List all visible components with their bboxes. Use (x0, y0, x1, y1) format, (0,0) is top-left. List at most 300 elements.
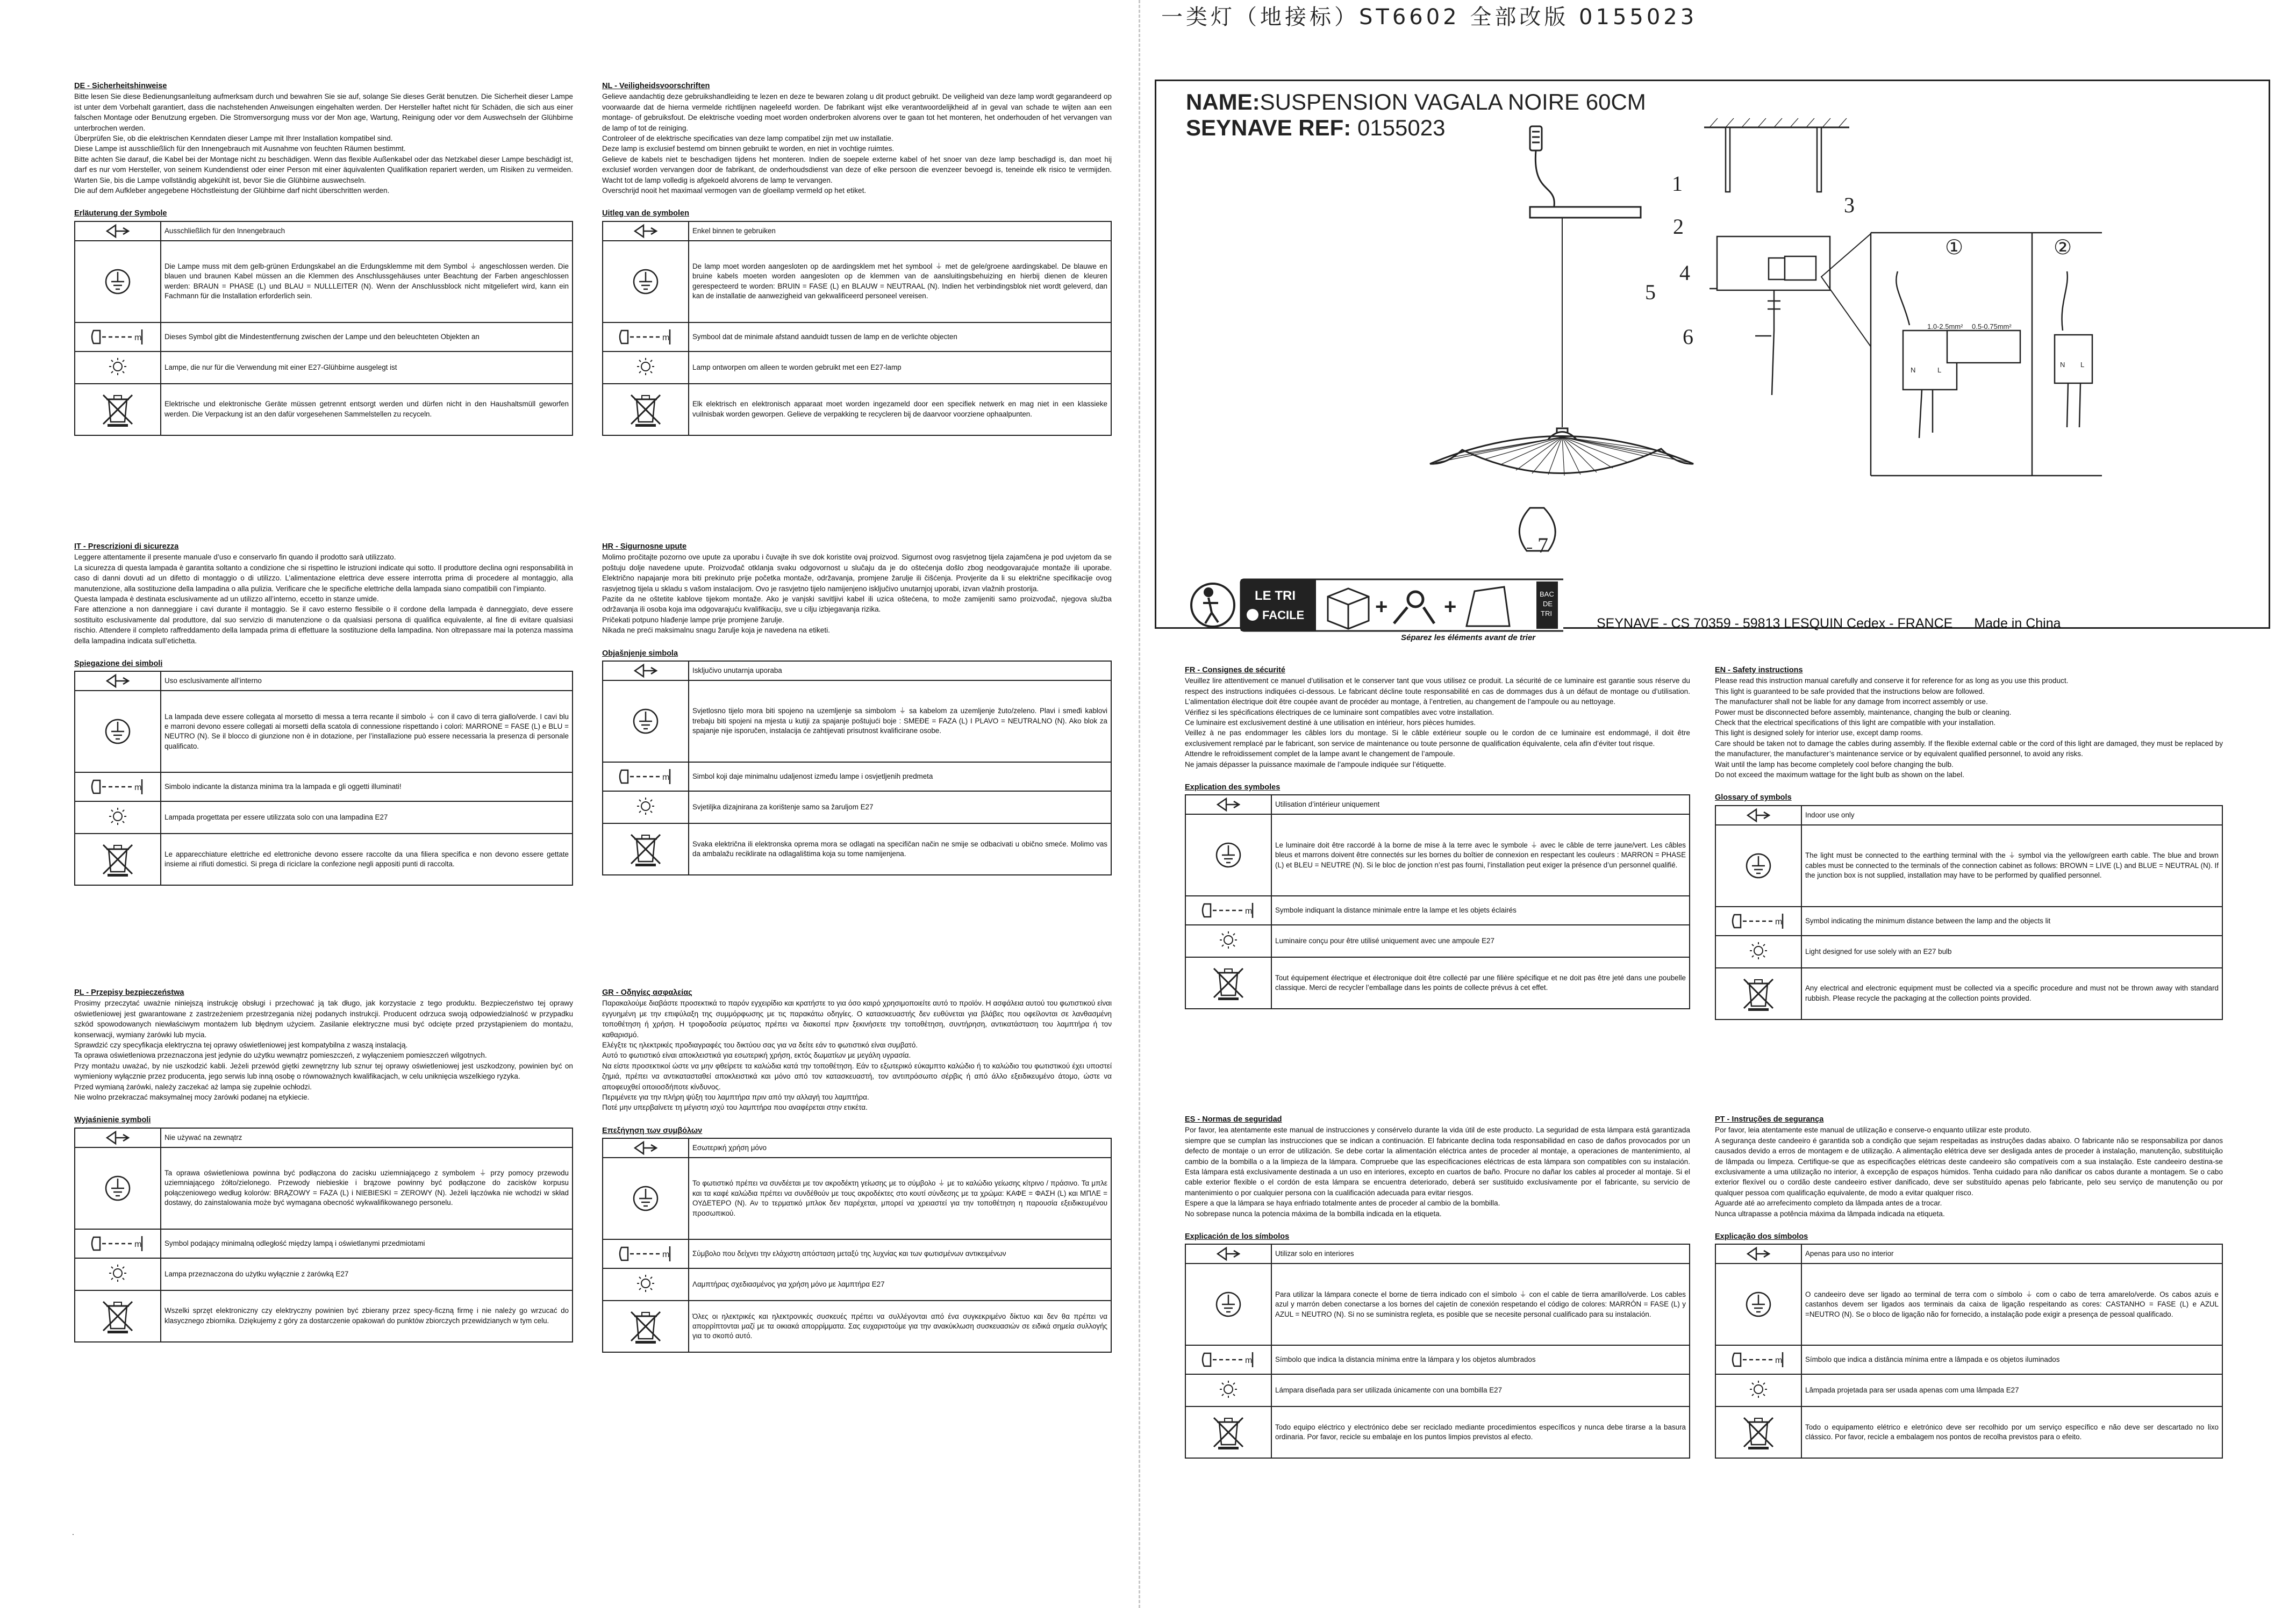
earth-ground-icon (630, 705, 662, 737)
symbol-cell (603, 221, 689, 241)
earth-ground-icon (1212, 1288, 1244, 1320)
indoor-row (603, 1138, 1111, 1158)
bulb-e27-icon (634, 1273, 657, 1296)
symbol-description: Light designed for use solely with an E27 bulb (1801, 936, 2222, 968)
safety-paragraph: Bitte lesen Sie diese Bedienungsanleitung aufmerksam durch und bewahren Sie sie auf, solange Sie dieses Gerät benutzen. Die Sicherheit dieser Lampe ist unter dem Vorbehalt garantiert, dass die nachstehenden Anweisungen eingehalten werden. Der Hersteller haftet nicht für Schäden, die sich aus einer falschen Montage oder Benutzung ergeben. Die Stromversorgung muss vor der Mon age, Wartung, Reinigung oder vor dem Auswechseln der Glühbirne unterbrochen werden. (74, 92, 573, 132)
section-title: PL - Przepisy bezpieczeństwa (74, 988, 184, 997)
callout-7: 7 (1537, 533, 1548, 557)
symbol-cell (75, 1147, 161, 1229)
weee-row (75, 1290, 573, 1342)
minimum-distance-icon (616, 1244, 675, 1264)
distance-row (1715, 1345, 2222, 1374)
wire-gauge-small: 0.5-0.75mm² (1972, 322, 2012, 331)
symbol-description: Símbolo que indica la distancia mínima entre la lámpara y los objetos alumbrados (1271, 1345, 1690, 1374)
minimum-distance-icon (616, 327, 675, 347)
bulb-e27-icon (1747, 940, 1770, 964)
safety-paragraph: Veuillez lire attentivement ce manuel d’utilisation et le conserver tant que vous utilisez ce produit. La sécurité de ce luminaire est garantie sous réserve du respect des instructions indiquées ci-dessous. Le fabricant décline toute responsabilité en cas de dommages dus à un défaut de montage ou d’utilisation. L’alimentation électrique doit être coupée avant de procéder au montage, à l’entretien, au changement de l’ampoule ou au nettoyage. (1185, 677, 1690, 706)
section-en (1715, 665, 2223, 1020)
minimum-distance-icon (88, 1234, 147, 1253)
safety-paragraph: Nie wolno przekraczać maksymalnej mocy żarówki podanej na etykiecie. (74, 1093, 310, 1102)
symbol-cell (1715, 907, 1801, 936)
section-title: NL - Veiligheidsvoorschriften (602, 82, 710, 90)
weee-row (1185, 1406, 1690, 1458)
indoor-only-icon (96, 223, 139, 239)
safety-paragraph: Controleer of de elektrische specificaties van deze lamp compatibel zijn met uw installatie. (602, 134, 893, 143)
earth-row (603, 241, 1111, 322)
symbol-cell (603, 1138, 689, 1158)
symbol-cell (75, 1229, 161, 1258)
symbol-description: Simbolo indicante la distanza minima tra la lampada e gli oggetti illuminati! (161, 772, 573, 801)
section-gr (602, 988, 1112, 1353)
weee-row (1185, 957, 1690, 1009)
company-footer: SEYNAVE - CS 70359 - 59813 LESQUIN Cedex - FRANCE Made in China (1597, 616, 2061, 631)
safety-paragraph: Diese Lampe ist ausschließlich für den Innengebrauch mit Ausnahme von feuchten Räumen bestimmt. (74, 145, 406, 153)
weee-row (75, 834, 573, 885)
symbol-description: Wszelki sprzęt elektroniczny czy elektryczny powinien być zbierany przez specy-ficzną firmę i nie należy go wrzucać do klasycznego zbiornika. Dziękujemy z góry za dostarczenie opakowań do punktów zbiorczych przewidzianych w tym celu. (161, 1290, 573, 1342)
indoor-row (603, 221, 1111, 241)
ceiling-mount-drawing (1704, 118, 1849, 395)
safety-paragraph: Ta oprawa oświetleniowa przeznaczona jest jedynie do użytku wewnątrz pomieszczeń, z wyłączeniem pomieszczeń wilgotnych. (74, 1051, 487, 1060)
svg-text:m: m (662, 333, 670, 342)
symbol-cell (1185, 1244, 1271, 1264)
symbol-cell (603, 791, 689, 823)
bulb-row (75, 801, 573, 834)
symbol-description: Svaka električna ili elektronska oprema mora se odlagati na specifičan način ne smije se odbacivati u obično smeće. Molimo vas da ambalažu reciklirate na odlagalištima koja su tome namijenjena. (689, 823, 1111, 875)
symbol-cell (75, 772, 161, 801)
indoor-row (1185, 1244, 1690, 1264)
glossary-title: Επεξήγηση των συμβόλων (602, 1126, 703, 1135)
symbols-table (602, 221, 1112, 436)
symbol-description: Todo o equipamento elétrico e eletrónico deve ser recolhido por um serviço específico e não deve ser descartado no lixo clássico. Por favor, recicle a embalagem nos pontos de recolha previstos para o efeito. (1801, 1406, 2222, 1458)
svg-text:m: m (1775, 1356, 1783, 1366)
safety-text (74, 91, 573, 196)
earth-row (1185, 814, 1690, 896)
indoor-row (75, 221, 573, 241)
section-pl (74, 988, 573, 1343)
symbol-description: Le luminaire doit être raccordé à la borne de mise à la terre avec le symbole ⏚ avec le câble de terre jaune/vert. Les câbles bleus et marrons doivent être connectés sur les bornes du boîtier de connexion en respectant les couleurs : MARRON = PHASE (L) et BLEU = NEUTRE (N). Si le bloc de jonction n’est pas fourni, l’installation peut exiger la présence d’un personnel qualifié. (1271, 814, 1690, 896)
safety-paragraph: Ne jamais dépasser la puissance maximale de l’ampoule indiquée sur l’étiquette. (1185, 760, 1446, 769)
symbol-cell (1715, 1406, 1801, 1458)
glossary-title: Spiegazione dei simboli (74, 659, 163, 669)
indoor-row (1185, 795, 1690, 814)
section-title: GR - Οδηγίες ασφαλείας (602, 988, 692, 997)
symbols-table (74, 1128, 573, 1343)
safety-paragraph: This light is guaranteed to be safe provided that the instructions below are followed. (1715, 687, 1985, 695)
earth-ground-icon (1742, 1288, 1775, 1320)
weee-row (603, 823, 1111, 875)
safety-paragraph: Por favor, leia atentamente este manual de utilização e conserve-o enquanto utilizar este produto. (1715, 1126, 2032, 1135)
safety-paragraph: Do not exceed the maximum wattage for the light bulb as shown on the label. (1715, 771, 1964, 779)
section-hr (602, 542, 1112, 875)
earth-ground-icon (102, 265, 134, 298)
safety-paragraph: Care should be taken not to damage the cables during assembly. If the flexible external cable or the cord of this light are damaged, they must be replaced by the manufacturer, the manufacturer’s maintenance service or by equivalent qualified personnel, to avoid any risks. (1715, 739, 2223, 758)
weee-crossed-bin-icon (99, 841, 137, 878)
recycling-caption: Séparez les éléments avant de trier (1401, 633, 1536, 642)
safety-paragraph: Gelieve aandachtig deze gebruikshandleiding te lezen en deze te bewaren zolang u dit product gebruikt. De veiligheid van deze lamp wordt gegarandeerd op voorwaarde dat de hierna vermelde richtlijnen nageleefd worden. De fabrikant wijst elke verantwoordelijkheid af in geval van schade te wijten aan een montage- of gebruiksfout. De elektrische voeding moet worden onderbroken alvorens over te gaan tot het monteren, het onderhouden of het vervangen van de lamp of tot de reiniging. (602, 92, 1112, 132)
safety-text (602, 552, 1112, 635)
symbol-cell (603, 351, 689, 384)
callout-1: 1 (1672, 171, 1683, 196)
symbol-cell (603, 1158, 689, 1239)
weee-row (75, 384, 573, 435)
distance-row (603, 762, 1111, 791)
earth-ground-icon (1212, 839, 1244, 871)
minimum-distance-icon (1729, 911, 1788, 931)
earth-ground-icon (102, 715, 134, 748)
symbol-description: Enkel binnen te gebruiken (689, 221, 1111, 241)
section-title: IT - Prescrizioni di sicurezza (74, 542, 179, 551)
symbols-table (1185, 794, 1690, 1009)
symbols-table (602, 1138, 1112, 1353)
symbols-table (1715, 805, 2223, 1020)
symbol-description: O candeeiro deve ser ligado ao terminal de terra com o símbolo ⏚ com o cabo de terra amarelo/verde. Os cabos azuis e castanhos devem ser ligados aos terminais da caixa de ligação respeitando as cores: CASTANHO = FASE (L) e AZUL =NEUTRO (N). Se o bloco de ligação não for fornecido, a instalação pode exigir a presença de pessoal qualificado. (1801, 1264, 2222, 1345)
symbol-description: Indoor use only (1801, 806, 2222, 825)
symbol-cell (603, 384, 689, 435)
safety-paragraph: Wait until the lamp has become completely cool before changing the bulb. (1715, 760, 1954, 769)
minimum-distance-icon (1199, 1350, 1258, 1369)
weee-crossed-bin-icon (627, 830, 664, 868)
symbol-description: Το φωτιστικό πρέπει να συνδέεται με τον ακροδέκτη γείωσης με το σύμβολο ⏚ με το καλώδιο γείωσης κίτρινο / πράσινο. Τα μπλε και τα καφέ καλώδια πρέπει να συνδέθούν με τους ακροδέκτες στο κουτί σύνδεσης με τα χρώμα: ΚΑΦΕ = ΦΑΣΗ (L) και ΜΠΛΕ = ΟΥΔΕΤΕΡΟ (N). Αν το τερματικό μπλοκ δεν παρέχεται, μπορεί να χρειαστεί για την τοποθέτηση η παρουσία εξειδικευμένου προσωπικού. (689, 1158, 1111, 1239)
symbols-table (602, 661, 1112, 875)
minimum-distance-icon (88, 777, 147, 796)
section-fr (1185, 665, 1690, 1009)
indoor-only-icon (1737, 1246, 1780, 1262)
svg-text:m: m (134, 333, 142, 342)
callout-5: 5 (1645, 280, 1656, 304)
bulb-row (1715, 936, 2222, 968)
safety-paragraph: Παρακαλούμε διαβάστε προσεκτικά το παρόν εγχειρίδιο και κρατήστε το για όσο καιρό χρησιμοποιείτε αυτό το προϊόν. Η ασφάλεια αυτού του φωτιστικού είναι εγγυημένη με την επιφύλαξη της συμμόρφωσης με τις παρακάτω οδηγίες. Ο κατασκευαστής δεν ευθύνεται για βλάβες που οφείλονται σε λανθασμένη τοποθέτηση ή χρήση. Η τροφοδοσία ρεύματος πρέπει να διακοπεί πριν ξεκινήσετε την τοποθέτηση, συντήρηση, αντικατάσταση του λαμπτήρα ή τον καθαρισμό. (602, 999, 1112, 1039)
bulb-e27-icon (1217, 1379, 1240, 1402)
section-pt (1715, 1115, 2223, 1459)
indoor-row (1715, 806, 2222, 825)
bulb-row (75, 1258, 573, 1290)
earth-row (75, 1147, 573, 1229)
minimum-distance-icon (88, 327, 147, 347)
safety-text (602, 91, 1112, 196)
section-title: DE - Sicherheitshinweise (74, 82, 167, 90)
symbols-table (1715, 1244, 2223, 1459)
product-name: NAME:SUSPENSION VAGALA NOIRE 60CM (1186, 89, 1646, 114)
earth-row (1185, 1264, 1690, 1345)
product-reference: SEYNAVE REF: 0155023 (1186, 115, 1446, 140)
svg-text:m: m (1245, 1356, 1253, 1366)
bulb-e27-icon (106, 356, 130, 379)
symbol-cell (1715, 1345, 1801, 1374)
symbol-description: Svjetlosno tijelo mora biti spojeno na uzemljenje sa simbolom ⏚ sa kabelom za uzemljenje žuto/zeleno. Plavi i smeđi kablovi trebaju biti spojeni na mjesta u kutiji za spajanje poštujući boje : SMEĐE = FAZA (L) I PLAVO = NEUTRALNO (N). Ako blok za spajanje nije isporučen, instalacija će zahtijevati prisutnost kvalificirane osobe. (689, 680, 1111, 762)
earth-row (1715, 825, 2222, 907)
section-es (1185, 1115, 1690, 1459)
symbol-description: Simbol koji daje minimalnu udaljenost između lampe i osvjetljenih predmeta (689, 762, 1111, 791)
symbol-description: Ta oprawa oświetleniowa powinna być podłączona do zacisku uziemniającego z symbolem ⏚ przy pomocy przewodu uziemniającego żółto/zielonego. Przewody niebieskie i brązowe powinny być podłączone do zacisków korpusu połączeniowego według kolorów: BRĄZOWY = FAZA (L) i NIEBIESKI = ZEROWY (N). Jeżeli łączówka nie wchodzi w skład dostawy, do zainstalowania może być wymagana obecność wykwalifikowanego personelu. (161, 1147, 573, 1229)
symbol-cell (603, 823, 689, 875)
symbols-table (74, 221, 573, 436)
section-title: FR - Consignes de sécurité (1185, 666, 1285, 674)
symbol-description: Lampa przeznaczona do użytku wyłącznie z żarówką E27 (161, 1258, 573, 1290)
symbol-cell (1185, 1374, 1271, 1406)
symbol-description: Λαμπτήρας σχεδιασμένος για χρήση μόνο με λαμπτήρα E27 (689, 1268, 1111, 1301)
safety-paragraph: Ποτέ μην υπερβαίνετε τη μέγιστη ισχύ του λαμπτήρα που αναφέρεται στην ετικέτα. (602, 1103, 868, 1112)
bulb-row (603, 1268, 1111, 1301)
symbol-description: Symbole indiquant la distance minimale entre la lampe et les objets éclairés (1271, 896, 1690, 925)
safety-paragraph: Nunca ultrapasse a potência máxima da lâmpada indicada na etiqueta. (1715, 1209, 1945, 1218)
callout-2: 2 (1673, 214, 1684, 239)
section-title: EN - Safety instructions (1715, 666, 1803, 674)
symbol-description: Luminaire conçu pour être utilisé uniquement avec une ampoule E27 (1271, 925, 1690, 957)
symbol-description: Utilisation d’intérieur uniquement (1271, 795, 1690, 814)
symbol-description: Lampe, die nur für die Verwendung mit einer E27-Glühbirne ausgelegt ist (161, 351, 573, 384)
safety-paragraph: Espere a que la lámpara se haya enfriado totalmente antes de proceder al cambio de la bombilla. (1185, 1199, 1500, 1208)
safety-paragraph: Ελέγξτε τις ηλεκτρικές προδιαγραφές του δικτύου σας για να δείτε εάν το φωτιστικό είναι συμβατό. (602, 1041, 918, 1050)
bin-label-1: BAC (1540, 590, 1554, 598)
earth-row (1715, 1264, 2222, 1345)
terminal-l-1: L (1937, 366, 1942, 374)
bulb-e27-icon (106, 1262, 130, 1286)
recycle-person-icon (1191, 584, 1234, 627)
symbol-description: Any electrical and electronic equipment must be collected via a specific procedure and must not be thrown away with standard rubbish. Please recycle the packaging at the collection points provided. (1801, 968, 2222, 1020)
symbol-description: Lamp ontworpen om alleen te worden gebruikt met een E27-lamp (689, 351, 1111, 384)
indoor-only-icon (624, 223, 667, 239)
symbol-cell (1185, 1345, 1271, 1374)
safety-paragraph: Fare attenzione a non danneggiare i cavi durante il montaggio. Se il cavo esterno flessibile o il cordone della lampada è danneggiato, deve essere sostituito esclusivamente dal produttore, dal suo servizio di manutenzione o da qualsiasi persona di qualifica equivalente, al fine di evitare qualsiasi rischio. Attendere il completo raffreddamento della lampada prima di effettuare la sostituzione della lampadina. Non oltrepassare mai la potenza massima della lampadina indicata sull’etichetta. (74, 605, 573, 645)
glossary-title: Explication des symboles (1185, 783, 1281, 792)
earth-row (603, 1158, 1111, 1239)
glossary-title: Glossary of symbols (1715, 793, 1792, 802)
symbol-description: Symbool dat de minimale afstand aanduidt tussen de lamp en de verlichte objecten (689, 322, 1111, 351)
symbol-cell (603, 1301, 689, 1352)
symbol-cell (75, 691, 161, 772)
symbol-cell (1715, 968, 1801, 1020)
earth-ground-icon (1742, 850, 1775, 882)
svg-text:m: m (134, 1239, 142, 1249)
distance-row (603, 1239, 1111, 1268)
symbol-description: Nie używać na zewnątrz (161, 1128, 573, 1147)
safety-paragraph: Αυτό το φωτιστικό είναι αποκλειστικά για εσωτερική χρήση, εκτός δωματίων με μεγάλη υγρασία. (602, 1051, 911, 1060)
safety-paragraph: Gelieve de kabels niet te beschadigen tijdens het monteren. Indien de soepele externe kabel of het snoer van deze lamp beschadigd is, dan moet hij exclusief worden vervangen door de fabrikant, de onderhoudsdienst van deze of elke persoon die evenzeer bevoegd is, teneinde elk risico te vermijden. Wacht tot de lamp volledig is afgekoeld alvorens de lamp te vervangen. (602, 155, 1112, 184)
symbol-description: The light must be connected to the earthing terminal with the ⏚ symbol via the yellow/green earth cable. The blue and brown cables must be connected to the terminals of the connection cabinet as follows: BROWN = LIVE (L) and BLUE = NEUTRAL (N). If the junction box is not supplied, installation may have to be performed by qualified personnel. (1801, 825, 2222, 907)
weee-crossed-bin-icon (1740, 1413, 1777, 1451)
symbol-cell (1185, 925, 1271, 957)
symbol-description: Die Lampe muss mit dem gelb-grünen Erdungskabel an die Erdungsklemme mit dem Symbol ⏚ angeschlossen werden. Die blauen und braunen Kabel müssen an die Klemmen des Anschlussgehäuses unter Beachtung der Farben angeschlossen werden: BRAUN = PHASE (L) und BLAU = NULLLEITER (N). Wenn der Anschlussblock nicht mitgeliefert wird, kann ein Fachmann für die Installation erforderlich sein. (161, 241, 573, 322)
glossary-title: Wyjaśnienie symboli (74, 1116, 151, 1125)
symbol-description: Elektrische und elektronische Geräte müssen getrennt entsorgt werden und dürfen nicht in den Haushaltsmüll geworfen werden. Die Verpackung ist an den dafür vorgesehenen Sammelstellen zu recyceln. (161, 384, 573, 435)
safety-paragraph: Veillez à ne pas endommager les câbles lors du montage. Si le câble extérieur souple ou le cordon de ce luminaire est endommagé, il doit être exclusivement remplacé par le fabricant, son service de maintenance ou toute personne de qualification équivalente, cela afin d’éviter tout risque. (1185, 729, 1690, 748)
symbol-description: Όλες οι ηλεκτρικές και ηλεκτρονικές συσκευές πρέπει να συλλέγονται από ένα συγκεκριμένο δίκτυο και δεν θα πρέπει να απορρίπτονται μαζί με τα οικιακά απορρίμματα. Σας ευχαριστούμε για την ανακύκλωση συσκευασιών σε ειδικά σημεία συλλογής για το σκοπό αυτό. (689, 1301, 1111, 1352)
distance-row (1185, 1345, 1690, 1374)
earth-row (603, 680, 1111, 762)
wiring-detail-panels (1821, 233, 2102, 476)
symbol-cell (1185, 957, 1271, 1009)
bulb-e27-icon (106, 806, 130, 829)
safety-paragraph: Leggere attentamente il presente manuale d’uso e conservarlo fin quando il prodotto sarà utilizzato. (74, 553, 396, 562)
symbols-table (74, 671, 573, 886)
symbol-cell (75, 351, 161, 384)
safety-paragraph: Bitte achten Sie darauf, die Kabel bei der Montage nicht zu beschädigen. Wenn das flexible Außenkabel oder das Netzkabel dieser Lampe beschädigt ist, darf es nur vom Hersteller, von seinem Kundendienst oder einer Person mit einer äquivalenten Qualifikation repariert werden, um Risiken zu vermeiden. Warten Sie, bis die Lampe vollständig abgekühlt ist, bevor Sie die Glühbirne auswechseln. (74, 155, 573, 184)
safety-paragraph: Pazite da ne oštetite kablove tijekom montaže. Ako je vanjski savitljivi kabel ili uzica oštećena, to može zamijeniti samo proizvođač, njegova služba održavanja ili osoba koja ima odgovarajuću kvalifikaciju, sve u cilju izbjegavanja rizika. (602, 595, 1112, 614)
glossary-title: Explicação dos símbolos (1715, 1232, 1808, 1241)
safety-paragraph: Por favor, lea atentamente este manual de instrucciones y consérvelo durante la vida útil de este producto. La seguridad de esta lámpara está garantizada siempre que se cumplan las instrucciones que se indican a continuación. El fabricante declina toda responsabilidad en caso de daños provocados por un defecto de montaje o un error de utilización. Se debe cortar la alimentación eléctrica antes de proceder al montaje, a operaciones de mantenimiento, al cambio de la bombilla o a la limpieza de la lámpara. Compruebe que las especificaciones eléctricas de esta lámpara son compatibles con su instalación. Esta lámpara está exclusivamente destinada a un uso en interiores, excepto en cuartos de baño. Procure no dañar los cables al proceder al montaje. Si el cable exterior flexible o el cordón de esta lámpara se encuentra deteriorado, deberá ser sustituido exclusivamente por el fabricante, su servicio de mantenimiento o por cualquier persona con la cualificación adecuada para evitar riesgos. (1185, 1126, 1690, 1197)
symbol-cell (1185, 896, 1271, 925)
glossary-title: Objašnjenje simbola (602, 649, 678, 658)
symbol-description: Tout équipement électrique et électronique doit être collecté par une filière spécifique et ne doit pas être jeté dans une poubelle classique. Merci de recycler l’emballage dans les points de collecte prévus à cet effet. (1271, 957, 1690, 1009)
safety-paragraph: Przed wymianą żarówki, należy zaczekać aż lampa się zupełnie ochłodzi. (74, 1082, 312, 1091)
safety-paragraph: Power must be disconnected before assembly, maintenance, changing the bulb or cleaning. (1715, 708, 2012, 716)
symbol-cell (1715, 1244, 1801, 1264)
earth-ground-icon (630, 1182, 662, 1215)
indoor-only-icon (1207, 1246, 1250, 1262)
safety-paragraph: Ce luminaire est exclusivement destiné à une utilisation en intérieur, hors pièces humides. (1185, 719, 1476, 727)
bulb-e27-icon (1217, 929, 1240, 953)
fold-line (1139, 0, 1140, 1608)
safety-paragraph: No sobrepase nunca la potencia máxima de la bombilla indicada en la etiqueta. (1185, 1209, 1442, 1218)
symbol-cell (1185, 814, 1271, 896)
distance-row (75, 772, 573, 801)
symbol-description: Lampada progettata per essere utilizzata solo con una lampadina E27 (161, 801, 573, 834)
indoor-only-icon (96, 673, 139, 689)
symbol-cell (1715, 806, 1801, 825)
safety-paragraph: Να είστε προσεκτικοί ώστε να μην φθείρετε τα καλώδια κατά την τοποθέτηση. Εάν το εξωτερικό εύκαμπτο καλώδιο ή το καλώδιο του φωτιστικού έχει υποστεί ζημιά, πρέπει να αντικατασταθεί αποκλειστικά και μόνο από τον κατασκευαστή, τον αντιπρόσωπο σέρβις ή από άλλο εξειδικευμένο άτομο, ώστε να αποφευχθεί οποιοσδήποτε κίνδυνος. (602, 1061, 1112, 1091)
symbol-description: Para utilizar la lámpara conecte el borne de tierra indicado con el símbolo ⏚ con el cable de tierra amarillo/verde. Los cables azul y marrón deben conectarse a los bornes del cajetín de conexión respetando el código de colores: MARRÓN = FASE (L) y AZUL = NEUTRO (N). Si no se suministra regleta, es posible que se necesite personal cualificado para su instalación. (1271, 1264, 1690, 1345)
symbol-cell (75, 1128, 161, 1147)
facile-text: FACILE (1262, 608, 1305, 622)
safety-text (1185, 676, 1690, 770)
indoor-row (1715, 1244, 2222, 1264)
symbol-description: Símbolo que indica a distância mínima entre a lâmpada e os objetos iluminados (1801, 1345, 2222, 1374)
symbol-cell (75, 1290, 161, 1342)
le-tri-text: LE TRI (1255, 588, 1296, 603)
indoor-only-icon (624, 1140, 667, 1156)
symbol-cell (1715, 825, 1801, 907)
symbol-description: Le apparecchiature elettriche ed elettroniche devono essere raccolte da una filiera specifica e non devono essere gettate insieme ai rifiuti domestici. Si prega di riciclare la confezione negli appositi punti di raccolta. (161, 834, 573, 885)
symbol-cell (75, 1258, 161, 1290)
distance-row (75, 322, 573, 351)
safety-paragraph: Przy montażu uważać, by nie uszkodzić kabli. Jeżeli przewód giętki zewnętrzny lub sznur tej oprawy oświetleniowej jest uszkodzony, powinien być on wymieniony wyłącznie przez producenta, jego serwis lub inną osobę o równoważnych kwalifikacjach, w celu uniknięcia wszelkiego ryzyka. (74, 1061, 573, 1081)
section-de (74, 81, 573, 436)
weee-row (1715, 968, 2222, 1020)
symbol-description: Symbol indicating the minimum distance between the lamp and the objects lit (1801, 907, 2222, 936)
safety-paragraph: Deze lamp is exclusief bestemd om binnen gebruikt te worden, en niet in vochtige ruimtes. (602, 145, 895, 153)
safety-paragraph: A segurança deste candeeiro é garantida sob a condição que sejam respeitadas as instruções dadas abaixo. O fabricante não se responsabiliza por danos causados devido a erros de montagem e de utilização. A alimentação elétrica deve ser desligada antes de proceder à instalação, manutenção, substituição de lâmpada ou limpeza. Certifique-se que as especificações elétricas deste candeeiro são compatíveis com a sua instalação. Este candeeiro destina-se exclusivamente a uma utilização no interior, à excepção de espaços húmidos. Tenha cuidado para não danificar os cabos durante a montagem. Se o cabo exterior flexível ou o cordão deste candeeiro estiver danificado, deve ser substituído apenas pelo fabricante, pelo seu serviço de manutenção ou por qualquer pessoa com qualificação equivalente, de modo a evitar qualquer risco. (1715, 1136, 2223, 1197)
symbol-cell (75, 241, 161, 322)
weee-crossed-bin-icon (99, 391, 137, 428)
safety-text (1715, 676, 2223, 780)
safety-paragraph: Molimo pročitajte pozorno ove upute za uporabu i čuvajte ih sve dok koristite ovaj proizvod. Sigurnost ovog rasvjetnog tijela zajamčena je pod uvjetom da se poštuju dolje navedene upute. Proizvođač otklanja svaku odgovornost u slučaju da je do oštećenja došlo zbog neodgovarajuće montaže ili uporabe. Električno napajanje mora biti prekinuto prije početka montaže, održavanja, promjene žarulje ili čišćenja. Provjerite da li su električne specifikacije ovog rasvjetnog tijela u skladu s vašom instalacijom. Ovo je rasvjetno tijelo namijenjeno isključivo unutarnjoj uporabi, izvan vlažnih prostorija. (602, 553, 1112, 593)
section-it (74, 542, 573, 886)
indoor-row (603, 661, 1111, 680)
bulb-e27-icon (1747, 1379, 1770, 1402)
indoor-only-icon (624, 663, 667, 679)
bin-label-3: TRI (1541, 609, 1552, 618)
svg-text:m: m (1775, 917, 1783, 927)
weee-crossed-bin-icon (627, 1308, 664, 1345)
bulb-row (1185, 925, 1690, 957)
indoor-only-icon (96, 1130, 139, 1146)
bulb-row (603, 351, 1111, 384)
safety-paragraph: Check that the electrical specifications of this light are compatible with your installation. (1715, 719, 1996, 727)
indoor-row (75, 671, 573, 691)
symbol-cell (603, 680, 689, 762)
distance-row (1715, 907, 2222, 936)
stray-dot: . (72, 1528, 74, 1537)
plus-sign-2: + (1444, 595, 1457, 619)
symbol-description: Lámpara diseñada para ser utilizada únicamente con una bombilla E27 (1271, 1374, 1690, 1406)
section-title: ES - Normas de seguridad (1185, 1115, 1282, 1124)
indoor-row (75, 1128, 573, 1147)
callout-3: 3 (1844, 193, 1855, 217)
symbol-description: De lamp moet worden aangesloten op de aardingsklem met het symbool ⏚ met de gele/groene aardingskabel. De blauwe en bruine kabels moeten worden aangesloten op de klemmen van de aansluitingsbehuizing en hierbij dienen de kleuren gerespecteerd te worden: BRUIN = FASE (L) en BLAUW = NEUTRAAL (N). Indien het verbindingsblok niet wordt geleverd, dan kan de installatie de aanwezigheid van gekwalificeerd personeel vereisen. (689, 241, 1111, 322)
bulb-e27-icon (634, 356, 657, 379)
plus-sign-1: + (1375, 595, 1388, 619)
symbol-cell (75, 221, 161, 241)
safety-text (1185, 1125, 1690, 1219)
symbol-description: Isključivo unutarnja uporaba (689, 661, 1111, 680)
safety-paragraph: Περιμένετε για την πλήρη ψύξη του λαμπτήρα πριν από την αλλαγή του λαμπτήρα. (602, 1093, 869, 1102)
terminal-n-2: N (2060, 361, 2065, 369)
bulb-row (75, 351, 573, 384)
callout-4: 4 (1679, 261, 1690, 285)
svg-text:m: m (134, 783, 142, 793)
symbol-description: Svjetiljka dizajnirana za korištenje samo sa žaruljom E27 (689, 791, 1111, 823)
symbol-description: Dieses Symbol gibt die Mindestentfernung zwischen der Lampe und den beleuchteten Objekten an (161, 322, 573, 351)
symbol-description: Apenas para uso no interior (1801, 1244, 2222, 1264)
symbol-cell (603, 1239, 689, 1268)
symbol-description: La lampada deve essere collegata al morsetto di messa a terra recante il simbolo ⏚ con il cavo di terra giallo/verde. I cavi blu e marroni devono essere collegati ai morsetti della scatola di connessione rispettando i colori: MARRONE = FASE (L) e BLU = NEUTRO (N). Se il blocco di giunzione non è in dotazione, per l’installazione può essere necessaria la presenza di personale qualificato. (161, 691, 573, 772)
assembly-illustration (1210, 116, 2102, 562)
callout-6: 6 (1683, 325, 1693, 349)
symbol-cell (1715, 1374, 1801, 1406)
safety-paragraph: Prosimy przeczytać uważnie niniejszą instrukcję obsługi i przechować ją tak długo, jak korzystacie z tego produktu. Bezpieczeństwo tej oprawy oświetleniowej jest gwarantowane z zastrzeżeniem przestrzegania niżej podanych instrukcji. Producent odrzuca swoją odpowiedzialność w przypadku szkód spowodowanych niewłaściwym montażem lub błędnym użyciem. Zasilanie elektryczne musi być odcięte przed przystąpieniem do montażu, konserwacji, wymiany żarówki lub mycia. (74, 999, 573, 1039)
symbol-description: Σύμβολο που δείχνει την ελάχιστη απόσταση μεταξύ της λυχνίας και των φωτισμένων αντικειμένων (689, 1239, 1111, 1268)
earth-row (75, 241, 573, 322)
minimum-distance-icon (1199, 901, 1258, 920)
symbol-cell (1185, 795, 1271, 814)
safety-paragraph: Questa lampada è destinata esclusivamente ad un utilizzo all’interno, eccetto in stanze umide. (74, 595, 379, 604)
symbol-description: Ausschließlich für den Innengebrauch (161, 221, 573, 241)
svg-text:m: m (662, 1250, 670, 1260)
wire-gauge-large: 1.0-2.5mm² (1927, 322, 1963, 331)
symbol-cell (75, 384, 161, 435)
safety-paragraph: Vérifiez si les spécifications électriques de ce luminaire sont compatibles avec votre installation. (1185, 708, 1494, 716)
safety-text (602, 998, 1112, 1112)
indoor-only-icon (1737, 807, 1780, 823)
glossary-title: Erläuterung der Symbole (74, 209, 167, 218)
symbol-cell (603, 661, 689, 680)
bulb-row (603, 791, 1111, 823)
safety-paragraph: Aguarde até ao arrefecimento completo da lâmpada antes de a trocar. (1715, 1199, 1942, 1208)
safety-paragraph: Überprüfen Sie, ob die elektrischen Kenndaten dieser Lampe mit Ihrer Installation kompatibel sind. (74, 134, 393, 143)
indoor-only-icon (1207, 796, 1250, 813)
document-code: 一类灯（地接标）ST6602 全部改版 0155023 (1161, 5, 1698, 30)
recycling-banner (1187, 575, 1563, 635)
weee-crossed-bin-icon (1740, 975, 1777, 1013)
symbol-cell (1715, 1264, 1801, 1345)
glossary-title: Explicación de los símbolos (1185, 1232, 1290, 1241)
distance-row (75, 1229, 573, 1258)
terminal-n-1: N (1911, 366, 1916, 374)
weee-crossed-bin-icon (1210, 964, 1247, 1002)
section-nl (602, 81, 1112, 436)
bulb-row (1185, 1374, 1690, 1406)
symbol-cell (75, 671, 161, 691)
safety-paragraph: Nikada ne preći maksimalnu snagu žarulje koja je navedena na etiketi. (602, 626, 830, 635)
symbol-cell (1185, 1406, 1271, 1458)
earth-ground-icon (102, 1172, 134, 1204)
symbol-description: Utilizar solo en interiores (1271, 1244, 1690, 1264)
safety-paragraph: Die auf dem Aufkleber angegebene Höchstleistung der Glühbirne darf nicht überschritten werden. (74, 186, 390, 195)
bulb-e27-icon (634, 795, 657, 819)
glossary-title: Uitleg van de symbolen (602, 209, 689, 218)
safety-text (74, 552, 573, 646)
weee-row (603, 1301, 1111, 1352)
